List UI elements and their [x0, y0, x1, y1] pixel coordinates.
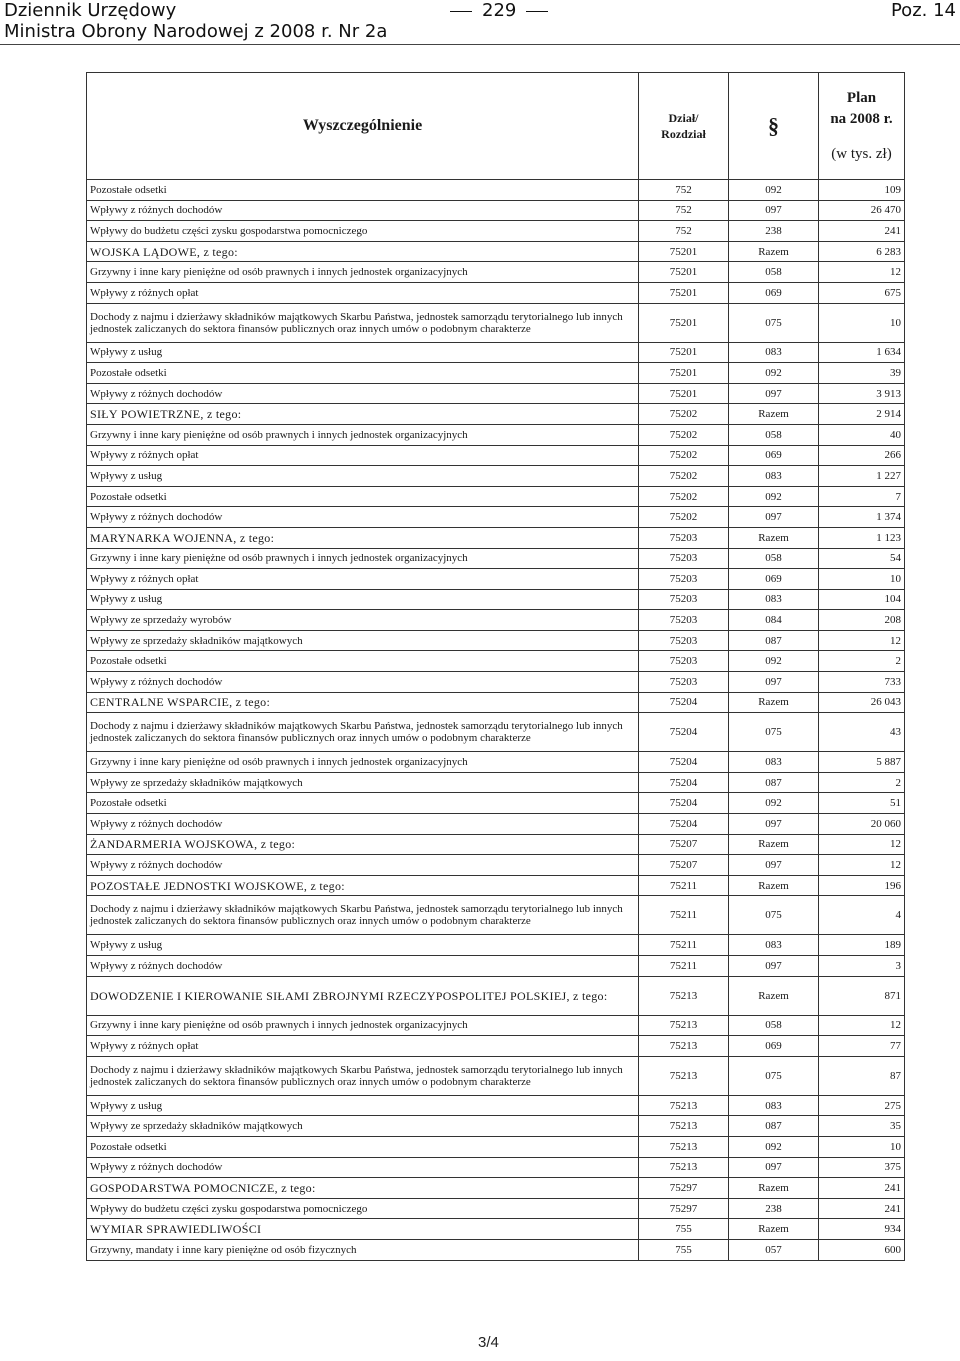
- row-paragraph: Razem: [729, 404, 819, 425]
- table-row: [87, 548, 905, 569]
- table-row: [87, 486, 905, 507]
- row-amount: 871: [819, 976, 905, 1015]
- table-row: [87, 976, 905, 1015]
- row-amount: 1 227: [819, 466, 905, 487]
- row-paragraph: 083: [729, 589, 819, 610]
- table-row: [87, 935, 905, 956]
- row-amount: 12: [819, 1015, 905, 1036]
- dash-left: [450, 11, 472, 12]
- row-description: POZOSTAŁE JEDNOSTKI WOJSKOWE, z tego:: [87, 875, 639, 896]
- row-paragraph: 238: [729, 221, 819, 242]
- row-amount: 51: [819, 793, 905, 814]
- table-row: [87, 896, 905, 935]
- row-paragraph: 084: [729, 610, 819, 631]
- row-section: 755: [639, 1239, 729, 1260]
- row-paragraph: 069: [729, 1036, 819, 1057]
- row-description: Pozostałe odsetki: [87, 486, 639, 507]
- row-paragraph: 075: [729, 713, 819, 752]
- row-section: 75211: [639, 875, 729, 896]
- row-paragraph: Razem: [729, 976, 819, 1015]
- row-paragraph: 087: [729, 630, 819, 651]
- table-header-row: [87, 73, 905, 180]
- row-section: 75207: [639, 834, 729, 855]
- row-description: Wpływy z różnych dochodów: [87, 814, 639, 835]
- row-description: Grzywny i inne kary pieniężne od osób prawnych i innych jednostek organizacyjnych: [87, 1015, 639, 1036]
- row-description: Pozostałe odsetki: [87, 363, 639, 384]
- page-number: [440, 0, 558, 21]
- table-row: [87, 1015, 905, 1036]
- row-description: MARYNARKA WOJENNA, z tego:: [87, 527, 639, 548]
- row-paragraph: 097: [729, 507, 819, 528]
- row-description: Pozostałe odsetki: [87, 651, 639, 672]
- row-section: 75213: [639, 1056, 729, 1095]
- row-section: 75297: [639, 1198, 729, 1219]
- table-row: [87, 752, 905, 773]
- header-plan-unit: (w tys. zł): [831, 145, 892, 162]
- row-amount: 104: [819, 589, 905, 610]
- row-description: Wpływy z różnych dochodów: [87, 200, 639, 221]
- row-paragraph: 075: [729, 303, 819, 342]
- row-description: Pozostałe odsetki: [87, 1136, 639, 1157]
- row-section: 75204: [639, 713, 729, 752]
- row-amount: 1 123: [819, 527, 905, 548]
- row-amount: 675: [819, 282, 905, 303]
- table-row: [87, 1116, 905, 1137]
- row-paragraph: 069: [729, 282, 819, 303]
- row-paragraph: 092: [729, 363, 819, 384]
- table-row: [87, 814, 905, 835]
- row-section: 75204: [639, 814, 729, 835]
- row-description: Wpływy z usług: [87, 342, 639, 363]
- row-section: 75201: [639, 363, 729, 384]
- sheet-number: 3/4: [478, 1334, 499, 1351]
- row-section: 75213: [639, 1095, 729, 1116]
- table-row: [87, 507, 905, 528]
- row-paragraph: 058: [729, 262, 819, 283]
- row-paragraph: 083: [729, 935, 819, 956]
- table-row: [87, 180, 905, 201]
- row-amount: 196: [819, 875, 905, 896]
- row-amount: 7: [819, 486, 905, 507]
- budget-table: [86, 72, 905, 1261]
- page-number-value: 229: [482, 0, 517, 21]
- table-body: [87, 180, 905, 1261]
- row-section: 75207: [639, 855, 729, 876]
- table-row: [87, 262, 905, 283]
- row-description: Dochody z najmu i dzierżawy składników majątkowych Skarbu Państwa, jednostek samorządu terytorialnego lub innych jednostek zaliczanych do sektora finansów publicznych oraz innych umów o podobnym charakterze: [87, 713, 639, 752]
- row-section: 75201: [639, 241, 729, 262]
- row-description: Wpływy z różnych dochodów: [87, 855, 639, 876]
- row-section: 75202: [639, 424, 729, 445]
- header-rule: [0, 44, 960, 45]
- table-row: [87, 956, 905, 977]
- table-row: [87, 610, 905, 631]
- row-paragraph: 092: [729, 1136, 819, 1157]
- table-row: [87, 527, 905, 548]
- row-description: Grzywny i inne kary pieniężne od osób prawnych i innych jednostek organizacyjnych: [87, 262, 639, 283]
- row-description: CENTRALNE WSPARCIE, z tego:: [87, 692, 639, 713]
- row-paragraph: 069: [729, 445, 819, 466]
- row-description: GOSPODARSTWA POMOCNICZE, z tego:: [87, 1178, 639, 1199]
- row-amount: 12: [819, 630, 905, 651]
- row-amount: 87: [819, 1056, 905, 1095]
- row-description: Wpływy z usług: [87, 935, 639, 956]
- header-description: Wyszczególnienie: [87, 73, 639, 180]
- row-section: 755: [639, 1219, 729, 1240]
- row-section: 752: [639, 221, 729, 242]
- row-paragraph: 092: [729, 793, 819, 814]
- table-row: [87, 1056, 905, 1095]
- row-description: Pozostałe odsetki: [87, 180, 639, 201]
- row-section: 752: [639, 200, 729, 221]
- row-amount: 2 914: [819, 404, 905, 425]
- row-description: Wpływy ze sprzedaży wyrobów: [87, 610, 639, 631]
- table-row: [87, 1136, 905, 1157]
- row-amount: 35: [819, 1116, 905, 1137]
- table-row: [87, 630, 905, 651]
- row-paragraph: 092: [729, 651, 819, 672]
- row-section: 75211: [639, 935, 729, 956]
- row-description: Wpływy do budżetu części zysku gospodarstwa pomocniczego: [87, 1198, 639, 1219]
- table-row: [87, 282, 905, 303]
- table-row: [87, 1239, 905, 1260]
- row-amount: 3 913: [819, 383, 905, 404]
- row-description: Dochody z najmu i dzierżawy składników majątkowych Skarbu Państwa, jednostek samorządu terytorialnego lub innych jednostek zaliczanych do sektora finansów publicznych oraz innych umów o podobnym charakterze: [87, 1056, 639, 1095]
- table-row: [87, 1095, 905, 1116]
- row-amount: 6 283: [819, 241, 905, 262]
- row-paragraph: 083: [729, 1095, 819, 1116]
- row-paragraph: 075: [729, 1056, 819, 1095]
- row-section: 75204: [639, 752, 729, 773]
- row-amount: 20 060: [819, 814, 905, 835]
- row-paragraph: Razem: [729, 834, 819, 855]
- table-row: [87, 569, 905, 590]
- row-paragraph: 058: [729, 1015, 819, 1036]
- row-section: 75213: [639, 1157, 729, 1178]
- row-description: Wpływy ze sprzedaży składników majątkowych: [87, 630, 639, 651]
- row-amount: 26 043: [819, 692, 905, 713]
- row-section: 75203: [639, 651, 729, 672]
- row-description: Wpływy z różnych dochodów: [87, 1157, 639, 1178]
- row-paragraph: 097: [729, 814, 819, 835]
- row-amount: 1 374: [819, 507, 905, 528]
- row-section: 75201: [639, 342, 729, 363]
- row-description: Wpływy z różnych dochodów: [87, 672, 639, 693]
- row-section: 75204: [639, 692, 729, 713]
- row-amount: 109: [819, 180, 905, 201]
- row-description: DOWODZENIE I KIEROWANIE SIŁAMI ZBROJNYMI RZECZYPOSPOLITEJ POLSKIEJ, z tego:: [87, 976, 639, 1015]
- row-section: 75204: [639, 793, 729, 814]
- row-amount: 12: [819, 834, 905, 855]
- table-row: [87, 383, 905, 404]
- table-row: [87, 1036, 905, 1057]
- row-section: 75213: [639, 1116, 729, 1137]
- row-amount: 10: [819, 303, 905, 342]
- dash-right: [526, 11, 548, 12]
- table-row: [87, 692, 905, 713]
- row-paragraph: 083: [729, 752, 819, 773]
- row-amount: 10: [819, 1136, 905, 1157]
- row-description: Wpływy z różnych opłat: [87, 445, 639, 466]
- table-row: [87, 424, 905, 445]
- row-paragraph: 083: [729, 466, 819, 487]
- row-paragraph: 097: [729, 672, 819, 693]
- row-description: Wpływy do budżetu części zysku gospodarstwa pomocniczego: [87, 221, 639, 242]
- row-section: 75203: [639, 548, 729, 569]
- row-amount: 12: [819, 262, 905, 283]
- row-section: 75211: [639, 956, 729, 977]
- row-amount: 2: [819, 651, 905, 672]
- header-plan: [819, 73, 905, 180]
- row-description: Wpływy z różnych dochodów: [87, 383, 639, 404]
- row-paragraph: Razem: [729, 692, 819, 713]
- row-description: Dochody z najmu i dzierżawy składników majątkowych Skarbu Państwa, jednostek samorządu terytorialnego lub innych jednostek zaliczanych do sektora finansów publicznych oraz innych umów o podobnym charakterze: [87, 303, 639, 342]
- table-row: [87, 200, 905, 221]
- row-amount: 43: [819, 713, 905, 752]
- row-amount: 241: [819, 221, 905, 242]
- table-row: [87, 466, 905, 487]
- table-row: [87, 363, 905, 384]
- row-section: 75202: [639, 507, 729, 528]
- row-section: 752: [639, 180, 729, 201]
- row-amount: 12: [819, 855, 905, 876]
- table-row: [87, 445, 905, 466]
- row-paragraph: 097: [729, 383, 819, 404]
- table-row: [87, 772, 905, 793]
- journal-title: Dziennik Urzędowy: [4, 0, 177, 21]
- row-amount: 77: [819, 1036, 905, 1057]
- row-amount: 40: [819, 424, 905, 445]
- ministry-subtitle: Ministra Obrony Narodowej z 2008 r. Nr 2a: [4, 21, 388, 42]
- header-section-line1: Dział/: [668, 111, 699, 125]
- row-amount: 241: [819, 1178, 905, 1199]
- row-section: 75203: [639, 672, 729, 693]
- row-section: 75201: [639, 303, 729, 342]
- header-paragraph: §: [729, 73, 819, 180]
- row-section: 75202: [639, 445, 729, 466]
- page-header: [0, 0, 960, 46]
- row-description: ŻANDARMERIA WOJSKOWA, z tego:: [87, 834, 639, 855]
- row-amount: 2: [819, 772, 905, 793]
- row-description: SIŁY POWIETRZNE, z tego:: [87, 404, 639, 425]
- table-row: [87, 1178, 905, 1199]
- row-description: Wpływy z różnych dochodów: [87, 956, 639, 977]
- row-paragraph: Razem: [729, 241, 819, 262]
- row-paragraph: 092: [729, 180, 819, 201]
- header-section: [639, 73, 729, 180]
- table-row: [87, 342, 905, 363]
- row-description: Grzywny i inne kary pieniężne od osób prawnych i innych jednostek organizacyjnych: [87, 752, 639, 773]
- row-amount: 375: [819, 1157, 905, 1178]
- row-paragraph: 097: [729, 855, 819, 876]
- table-row: [87, 651, 905, 672]
- row-section: 75203: [639, 589, 729, 610]
- row-paragraph: 087: [729, 772, 819, 793]
- scanned-table-area: [86, 72, 904, 1261]
- table-row: [87, 1198, 905, 1219]
- table-row: [87, 855, 905, 876]
- header-plan-line2: na 2008 r.: [830, 110, 893, 127]
- row-paragraph: 058: [729, 548, 819, 569]
- row-amount: 208: [819, 610, 905, 631]
- row-section: 75213: [639, 1136, 729, 1157]
- row-amount: 3: [819, 956, 905, 977]
- position-label: Poz. 14: [890, 0, 956, 21]
- row-description: Dochody z najmu i dzierżawy składników majątkowych Skarbu Państwa, jednostek samorządu terytorialnego lub innych jednostek zaliczanych do sektora finansów publicznych oraz innych umów o podobnym charakterze: [87, 896, 639, 935]
- row-section: 75203: [639, 527, 729, 548]
- row-paragraph: 087: [729, 1116, 819, 1137]
- row-amount: 600: [819, 1239, 905, 1260]
- row-amount: 189: [819, 935, 905, 956]
- row-description: Wpływy z różnych opłat: [87, 569, 639, 590]
- row-amount: 26 470: [819, 200, 905, 221]
- header-plan-line1: Plan: [846, 89, 877, 106]
- row-paragraph: Razem: [729, 1219, 819, 1240]
- table-row: [87, 875, 905, 896]
- row-amount: 39: [819, 363, 905, 384]
- row-section: 75202: [639, 404, 729, 425]
- row-section: 75203: [639, 610, 729, 631]
- row-section: 75203: [639, 569, 729, 590]
- row-paragraph: 097: [729, 200, 819, 221]
- row-paragraph: 058: [729, 424, 819, 445]
- row-description: Wpływy z różnych opłat: [87, 1036, 639, 1057]
- row-description: Grzywny, mandaty i inne kary pieniężne od osób fizycznych: [87, 1239, 639, 1260]
- table-row: [87, 1157, 905, 1178]
- row-description: Wpływy z różnych dochodów: [87, 507, 639, 528]
- row-amount: 1 634: [819, 342, 905, 363]
- row-paragraph: Razem: [729, 875, 819, 896]
- row-section: 75297: [639, 1178, 729, 1199]
- row-paragraph: 092: [729, 486, 819, 507]
- row-section: 75203: [639, 630, 729, 651]
- row-description: Grzywny i inne kary pieniężne od osób prawnych i innych jednostek organizacyjnych: [87, 548, 639, 569]
- row-paragraph: 075: [729, 896, 819, 935]
- row-section: 75213: [639, 1015, 729, 1036]
- row-description: Wpływy z różnych opłat: [87, 282, 639, 303]
- table-row: [87, 834, 905, 855]
- row-description: Wpływy z usług: [87, 1095, 639, 1116]
- row-paragraph: 057: [729, 1239, 819, 1260]
- row-description: WYMIAR SPRAWIEDLIWOŚCI: [87, 1219, 639, 1240]
- table-row: [87, 241, 905, 262]
- row-paragraph: Razem: [729, 1178, 819, 1199]
- row-section: 75201: [639, 383, 729, 404]
- row-paragraph: 238: [729, 1198, 819, 1219]
- row-paragraph: 069: [729, 569, 819, 590]
- row-description: Wpływy z usług: [87, 589, 639, 610]
- row-paragraph: Razem: [729, 527, 819, 548]
- table-row: [87, 1219, 905, 1240]
- table-row: [87, 221, 905, 242]
- row-section: 75202: [639, 486, 729, 507]
- row-description: Wpływy ze sprzedaży składników majątkowych: [87, 1116, 639, 1137]
- row-paragraph: 097: [729, 1157, 819, 1178]
- table-row: [87, 672, 905, 693]
- row-description: WOJSKA LĄDOWE, z tego:: [87, 241, 639, 262]
- row-section: 75204: [639, 772, 729, 793]
- header-section-line2: Rozdział: [661, 127, 706, 141]
- table-row: [87, 589, 905, 610]
- row-section: 75213: [639, 976, 729, 1015]
- table-row: [87, 713, 905, 752]
- row-section: 75202: [639, 466, 729, 487]
- row-paragraph: 097: [729, 956, 819, 977]
- row-section: 75201: [639, 262, 729, 283]
- row-amount: 241: [819, 1198, 905, 1219]
- row-description: Pozostałe odsetki: [87, 793, 639, 814]
- row-section: 75213: [639, 1036, 729, 1057]
- row-paragraph: 083: [729, 342, 819, 363]
- row-amount: 10: [819, 569, 905, 590]
- row-amount: 733: [819, 672, 905, 693]
- row-description: Wpływy ze sprzedaży składników majątkowych: [87, 772, 639, 793]
- row-amount: 54: [819, 548, 905, 569]
- row-amount: 4: [819, 896, 905, 935]
- table-row: [87, 303, 905, 342]
- row-amount: 275: [819, 1095, 905, 1116]
- row-section: 75201: [639, 282, 729, 303]
- row-description: Grzywny i inne kary pieniężne od osób prawnych i innych jednostek organizacyjnych: [87, 424, 639, 445]
- row-amount: 5 887: [819, 752, 905, 773]
- row-amount: 934: [819, 1219, 905, 1240]
- table-row: [87, 793, 905, 814]
- row-section: 75211: [639, 896, 729, 935]
- row-description: Wpływy z usług: [87, 466, 639, 487]
- table-row: [87, 404, 905, 425]
- row-amount: 266: [819, 445, 905, 466]
